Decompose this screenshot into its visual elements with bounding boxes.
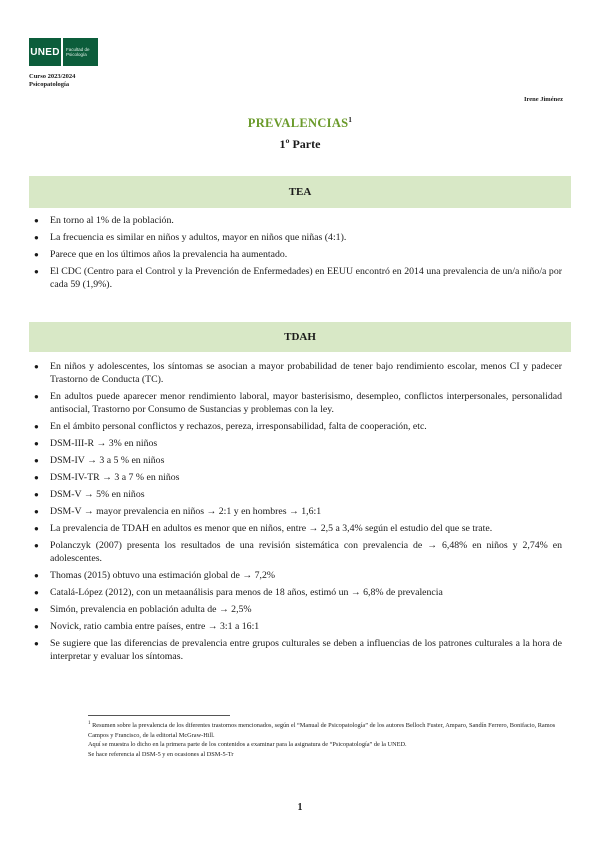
footnote-1 bbox=[88, 719, 566, 740]
footnote-line2: Aquí se muestra lo dicho en la primera parte de los contenidos a examinar para la asignatura de “Psicopatología” de la UNED. bbox=[88, 741, 407, 749]
list-item: ● La frecuencia es similar en niños y adultos, mayor en niños que niñas (4:1). bbox=[34, 231, 562, 244]
page-subtitle: 1º Parte bbox=[279, 137, 321, 151]
list-item: ● DSM-IV → 3 a 5 % en niños bbox=[34, 454, 562, 467]
list-item: ● En torno al 1% de la población. bbox=[34, 214, 562, 227]
footnotes bbox=[88, 719, 566, 759]
subject-label: Psicopatología bbox=[29, 81, 70, 88]
section-heading-tdah: TDAH bbox=[29, 322, 571, 352]
title-footnote-mark: 1 bbox=[348, 116, 353, 124]
footnote-line3: Se hace referencia al DSM-5 y en ocasiones al DSM-5-Tr bbox=[88, 750, 234, 758]
logo-faculty-line2: Psicología bbox=[66, 52, 87, 57]
list-item: ● Catalá-López (2012), con un metaanálisis para menos de 18 años, estimó un → 6,8% de prevalencia bbox=[34, 586, 562, 599]
list-item: ● En niños y adolescentes, los síntomas se asocian a mayor probabilidad de tener bajo rendimiento escolar, menos CI y padecer Trastorno de Conducta (TC). bbox=[34, 360, 562, 386]
logo-faculty-line1: Facultad de bbox=[66, 47, 90, 52]
uned-logo bbox=[29, 38, 98, 66]
list-item: ● Thomas (2015) obtuvo una estimación global de → 7,2% bbox=[34, 569, 562, 582]
page-title-text: PREVALENCIAS bbox=[247, 116, 349, 130]
list-item: ● DSM-V → mayor prevalencia en niños → 2:1 y en hombres → 1,6:1 bbox=[34, 505, 562, 518]
footnote-mark: 1 bbox=[88, 721, 91, 726]
list-item: ● DSM-IV-TR → 3 a 7 % en niños bbox=[34, 471, 562, 484]
list-item: ● En el ámbito personal conflictos y rechazos, pereza, irresponsabilidad, falta de cooperación, etc. bbox=[34, 420, 562, 433]
list-item: ● Novick, ratio cambia entre países, entre → 3:1 a 16:1 bbox=[34, 620, 562, 633]
list-item: ● DSM-V → 5% en niños bbox=[34, 488, 562, 501]
list-item: ● Simón, prevalencia en población adulta de → 2,5% bbox=[34, 603, 562, 616]
course-label: Curso 2023/2024 bbox=[29, 73, 76, 80]
author-label: Irene Jiménez bbox=[523, 96, 563, 103]
page-title bbox=[0, 116, 600, 131]
list-item: ● Parece que en los últimos años la prevalencia ha aumentado. bbox=[34, 248, 562, 261]
list-item: ● Se sugiere que las diferencias de prevalencia entre grupos culturales se deben a influencias de los patrones culturales a la hora de interpretar y evaluar los síntomas. bbox=[34, 637, 562, 663]
list-item: ● El CDC (Centro para el Control y la Prevención de Enfermedades) en EEUU encontró en 2014 una prevalencia de un/a niño/a por cada 59 (1,9%). bbox=[34, 265, 562, 291]
list-item: ● Polanczyk (2007) presenta los resultados de una revisión sistemática con prevalencia de → 6,48% en niños y 2,74% en adolescentes. bbox=[34, 539, 562, 565]
page-number: 1 bbox=[297, 802, 303, 813]
tea-list bbox=[34, 214, 562, 295]
logo-faculty bbox=[63, 38, 98, 66]
section-heading-tea: TEA bbox=[29, 176, 571, 208]
list-item: ● En adultos puede aparecer menor rendimiento laboral, mayor basterisismo, desempleo, conflictos interpersonales, personalidad antisocial, Trastorno por Consumo de Sustancias y problemas con la ley. bbox=[34, 390, 562, 416]
footnote-divider bbox=[88, 715, 230, 716]
list-item: ● DSM-III-R → 3% en niños bbox=[34, 437, 562, 450]
header-left bbox=[29, 73, 75, 89]
tdah-list bbox=[34, 360, 562, 667]
list-item: ● La prevalencia de TDAH en adultos es menor que en niños, entre → 2,5 a 3,4% según el estudio del que se trate. bbox=[34, 522, 562, 535]
footnote-line1: Resumen sobre la prevalencia de los diferentes trastornos mencionados, según el “Manual de Psicopatología” de los autores Belloch Fuster, Amparo, Sandín Ferrero, Bonifacio, Ramos Campos y Francisco, de la editorial McGraw-Hill. bbox=[88, 722, 556, 739]
logo-brand: UNED bbox=[29, 38, 61, 66]
